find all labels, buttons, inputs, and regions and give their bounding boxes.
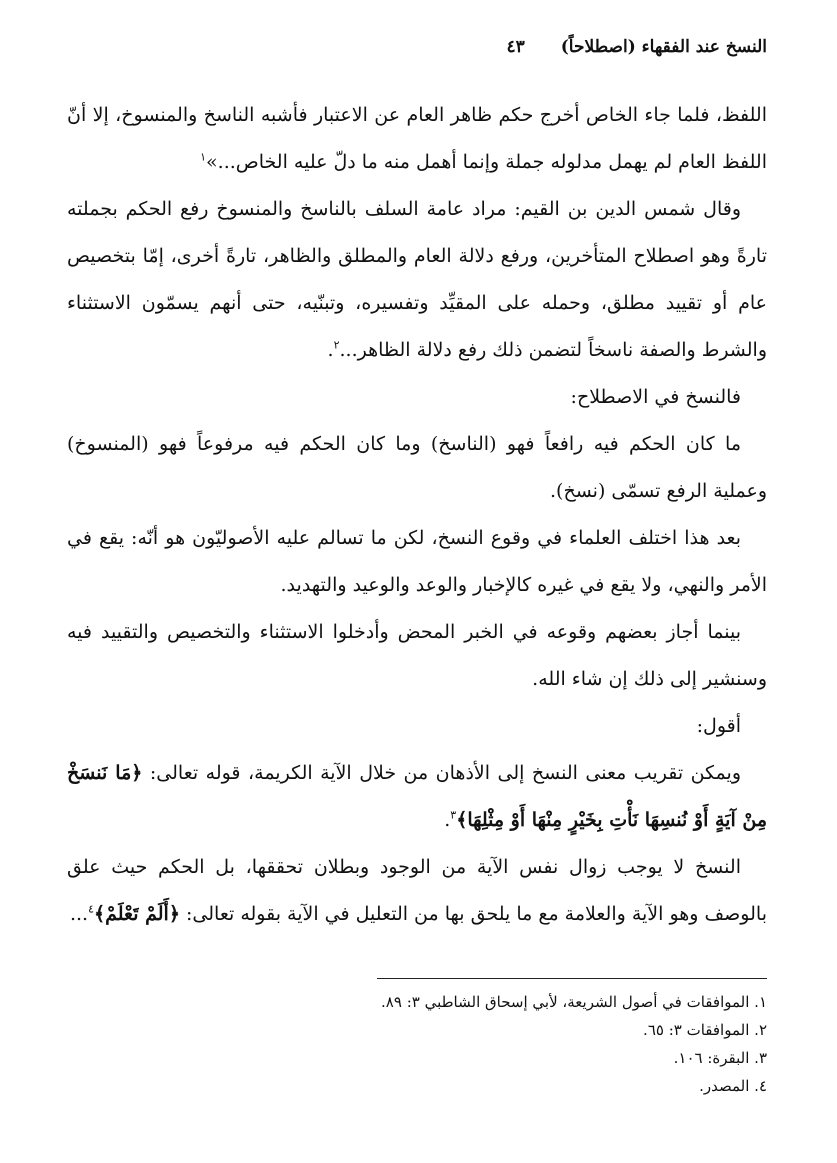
- paragraph-9: [67, 844, 767, 938]
- footnotes: [67, 988, 767, 1100]
- footnote-ref-1: ١: [200, 150, 207, 164]
- paragraph-3: فالنسخ في الاصطلاح:: [570, 386, 741, 408]
- paragraph-8-text: ويمكن تقريب معنى النسخ إلى الأذهان من خلال الآية الكريمة، قوله تعالى:: [149, 762, 742, 784]
- quran-verse-1: ﴿مَا نَنسَخْ مِنْ آيَةٍ أَوْ نُنسِهَا نَأْتِ بِخَيْرٍ مِنْهَا أَوْ مِثْلِهَا﴾: [67, 762, 767, 831]
- footnote-2: ٢. الموافقات ٣: ٦٥.: [643, 1021, 767, 1039]
- paragraph-7: أقول:: [696, 715, 741, 737]
- footnote-divider: [377, 978, 767, 979]
- quran-verse-2: ﴿أَلَمْ تَعْلَمْ﴾: [93, 903, 180, 925]
- footnote-ref-4: ٤: [88, 902, 94, 916]
- paragraph-2: وقال شمس الدين بن القيم: مراد عامة السلف بالناسخ والمنسوخ رفع الحكم بجملته تارةً وهو اصطلاح المتأخرين، ورفع دلالة العام والمطلق والظاهر، تارةً أخرى، إمّا بتخصيص عام أو تقييد مطلق، وحمله على المقيِّد وتفسيره، وتبنّيه، حتى أنهم يسمّون الاستثناء والشرط والصفة ناسخاً لتضمن ذلك رفع دلالة الظاهر...$^٢$.: [67, 198, 767, 361]
- paragraph-9-ellipsis: ...: [69, 903, 89, 925]
- paragraph-4: ما كان الحكم فيه رافعاً فهو (الناسخ) وما كان الحكم فيه مرفوعاً فهو (المنسوخ) وعملية الرفع تسمّى (نسخ).: [67, 433, 767, 502]
- paragraph-6: بينما أجاز بعضهم وقوعه في الخبر المحض وأدخلوا الاستثناء والتخصيص والتقييد فيه وسنشير إلى ذلك إن شاء الله.: [67, 621, 767, 690]
- paragraph-8: ويمكن تقريب معنى النسخ إلى الأذهان من خلال الآية الكريمة، قوله تعالى: ﴿مَا نَنسَخْ مِنْ آيَةٍ أَوْ نُنسِهَا نَأْتِ بِخَيْرٍ مِنْهَا أَوْ مِثْلِهَا﴾$^٣$.: [67, 762, 767, 831]
- paragraph-1-text: اللفظ، فلما جاء الخاص أخرج حكم ظاهر العام عن الاعتبار فأشبه الناسخ والمنسوخ، إلا أنّ اللفظ العام لم يهمل مدلوله جملة وإنما أهمل منه ما دلّ عليه الخاص...»: [67, 104, 767, 173]
- page-header: [67, 30, 767, 64]
- main-text: [67, 92, 767, 938]
- footnote-4: ٤. المصدر.: [699, 1077, 767, 1095]
- footnote-ref-3: ٣: [450, 808, 457, 822]
- paragraph-5: بعد هذا اختلف العلماء في وقوع النسخ، لكن ما تسالم عليه الأصوليّون هو أنّه: يقع في الأمر والنهي، ولا يقع في غيره كالإخبار والوعد والوعيد والتهديد.: [67, 527, 767, 596]
- paragraph-2-text: وقال شمس الدين بن القيم: مراد عامة السلف بالناسخ والمنسوخ رفع الحكم بجملته تارةً وهو اصطلاح المتأخرين، ورفع دلالة العام والمطلق والظاهر، تارةً أخرى، إمّا بتخصيص عام أو تقييد مطلق، وحمله على المقيِّد وتفسيره، وتبنّيه، حتى أنهم يسمّون الاستثناء والشرط والصفة ناسخاً لتضمن ذلك رفع دلالة الظاهر...: [67, 198, 767, 361]
- paragraph-1: [67, 92, 767, 186]
- footnote-3: ٣. البقرة: ١٠٦.: [673, 1049, 767, 1067]
- running-title: النسخ عند الفقهاء (اصطلاحاً): [560, 37, 767, 57]
- paragraph-9-text: النسخ لا يوجب زوال نفس الآية من الوجود وبطلان تحققها، بل الحكم حيث علق بالوصف وهو الآية والعلامة مع ما يلحق بها من التعليل في الآية بقوله تعالى:: [67, 856, 767, 925]
- footnote-1: ١. الموافقات في أصول الشريعة، لأبي إسحاق الشاطبي ٣: ٨٩.: [381, 993, 767, 1011]
- page-number: ٤٣: [506, 37, 525, 57]
- header-divider: [67, 72, 767, 73]
- footnote-ref-2: ٢: [333, 338, 340, 352]
